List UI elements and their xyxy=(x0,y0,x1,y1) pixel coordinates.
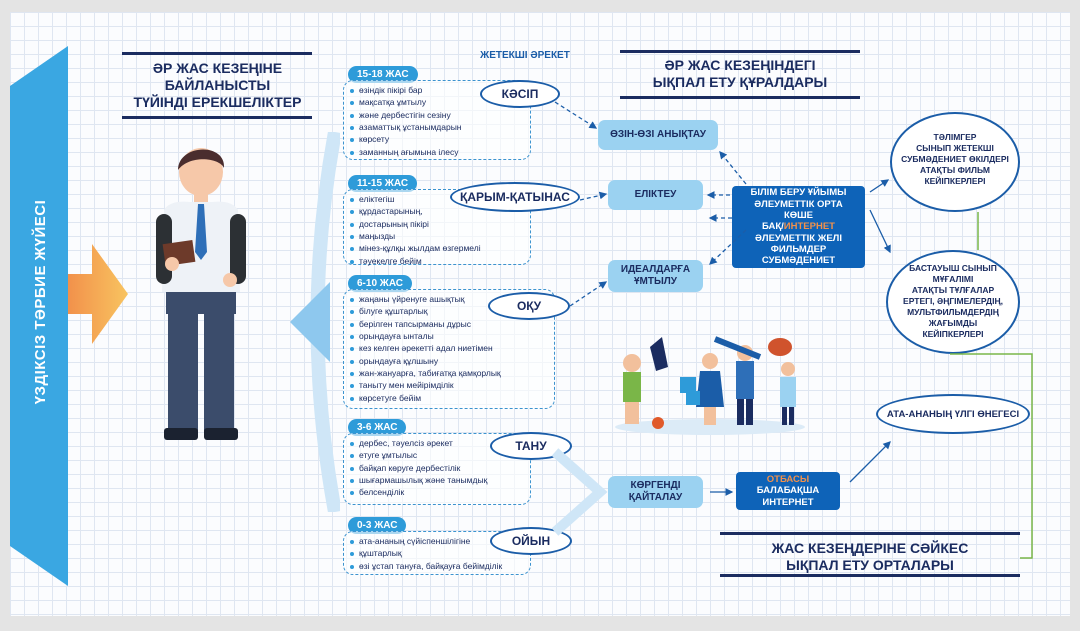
side-band-text: ҮЗДІКСІЗ ТӘРБИЕ ЖҮЙЕСІ xyxy=(32,199,49,405)
age-features-list: дербес, тәуелсіз әрекет етуге ұмтылыс байқап көруге дербестілік шығармашылық және танымдық белсенділік xyxy=(350,437,530,499)
family-box: ОТБАСЫ БАЛАБАҚША ИНТЕРНЕТ xyxy=(736,472,840,510)
self-determination-box: ӨЗІН-ӨЗІ АНЫҚТАУ xyxy=(598,120,718,150)
activity-oval: ҚАРЫМ-ҚАТЫНАС xyxy=(450,182,580,212)
activity-oval: ОЙЫН xyxy=(490,527,572,555)
age-pill: 6-10 ЖАС xyxy=(348,275,412,292)
left-title: ӘР ЖАС КЕЗЕҢІНЕ БАЙЛАНЫСТЫ ТҮЙІНДІ ЕРЕКШЕЛІКТЕР xyxy=(133,60,302,110)
right-title: ӘР ЖАС КЕЗЕҢІНДЕГІ ЫҚПАЛ ЕТУ ҚҰРАЛДАРЫ xyxy=(652,57,828,90)
repeat-box: КӨРГЕНДІ ҚАЙТАЛАУ xyxy=(608,476,703,508)
environment-box: БІЛІМ БЕРУ ҰЙЫМЫ ӘЛЕУМЕТТІК ОРТА КӨШЕ БАҚ/ИНТЕРНЕТ ӘЛЕУМЕТТІК ЖЕЛІ ФИЛЬМДЕР СУБМӘДЕНИЕТ xyxy=(732,186,865,268)
age-features-list: өзіндік пікірі бар мақсатқа ұмтылу және дербестігін сезіну азаматтық ұстанымдарын көрсету заманның ағымына ілесу xyxy=(350,84,530,158)
age-pill: 3-6 ЖАС xyxy=(348,419,406,436)
parents-oval: АТА-АНАНЫҢ ҮЛГІ ӨНЕГЕСІ xyxy=(876,394,1030,434)
activity-oval: ТАНУ xyxy=(490,432,572,460)
mid-header: ЖЕТЕКШІ ӘРЕКЕТ xyxy=(480,50,570,61)
age-pill: 15-18 ЖАС xyxy=(348,66,418,83)
activity-oval: ОҚУ xyxy=(488,292,570,320)
imitation-box: ЕЛІКТЕУ xyxy=(608,180,703,210)
infographic-canvas xyxy=(10,12,1070,616)
bottom-title: ЖАС КЕЗЕҢДЕРІНЕ СӘЙКЕС ЫҚПАЛ ЕТУ ОРТАЛАРЫ xyxy=(771,540,969,573)
age-pill: 11-15 ЖАС xyxy=(348,175,417,192)
age-features-list: жаңаны үйренуге ашықтық білуге құштарлық берілген тапсырманы дұрыс орындауға ынталы кез келген әрекетті адал ниетімен орындауға құлшыну жан-жануарға, табиғатқа қамқорлық таныту мен мейірімділік көрсетуге бейім xyxy=(350,293,555,404)
age-pill: 0-3 ЖАС xyxy=(348,517,406,534)
role-models-text: ТӘЛІМГЕР СЫНЫП ЖЕТЕКШІ СУБМӘДЕНИЕТ ӨКІЛДЕРІ АТАҚТЫ ФИЛЬМ КЕЙІПКЕРЛЕРІ xyxy=(901,132,1009,187)
age-features-list: ата-ананың сүйіспеншілігіне құштарлық өзі ұстап тануға, байқауға бейімділік xyxy=(350,535,535,572)
activity-oval: КӘСІП xyxy=(480,80,560,108)
teachers-text: БАСТАУЫШ СЫНЫП МҰҒАЛІМІ АТАҚТЫ ТҰЛҒАЛАР ЕРТЕГІ, ӘҢГІМЕЛЕРДІҢ, МУЛЬТФИЛЬМДЕРДІҢ ЖАҒЫМДЫ КЕЙІПКЕРЛЕРІ xyxy=(903,263,1003,340)
age-features-list: еліктегіш құрдастарының, достарының пікірі маңызды мінез-құлқы жылдам өзгермелі тәуекелге бейім xyxy=(350,193,530,267)
ideals-box: ИДЕАЛДАРҒА ҰМТЫЛУ xyxy=(608,260,703,292)
connector-lines xyxy=(10,12,1070,616)
